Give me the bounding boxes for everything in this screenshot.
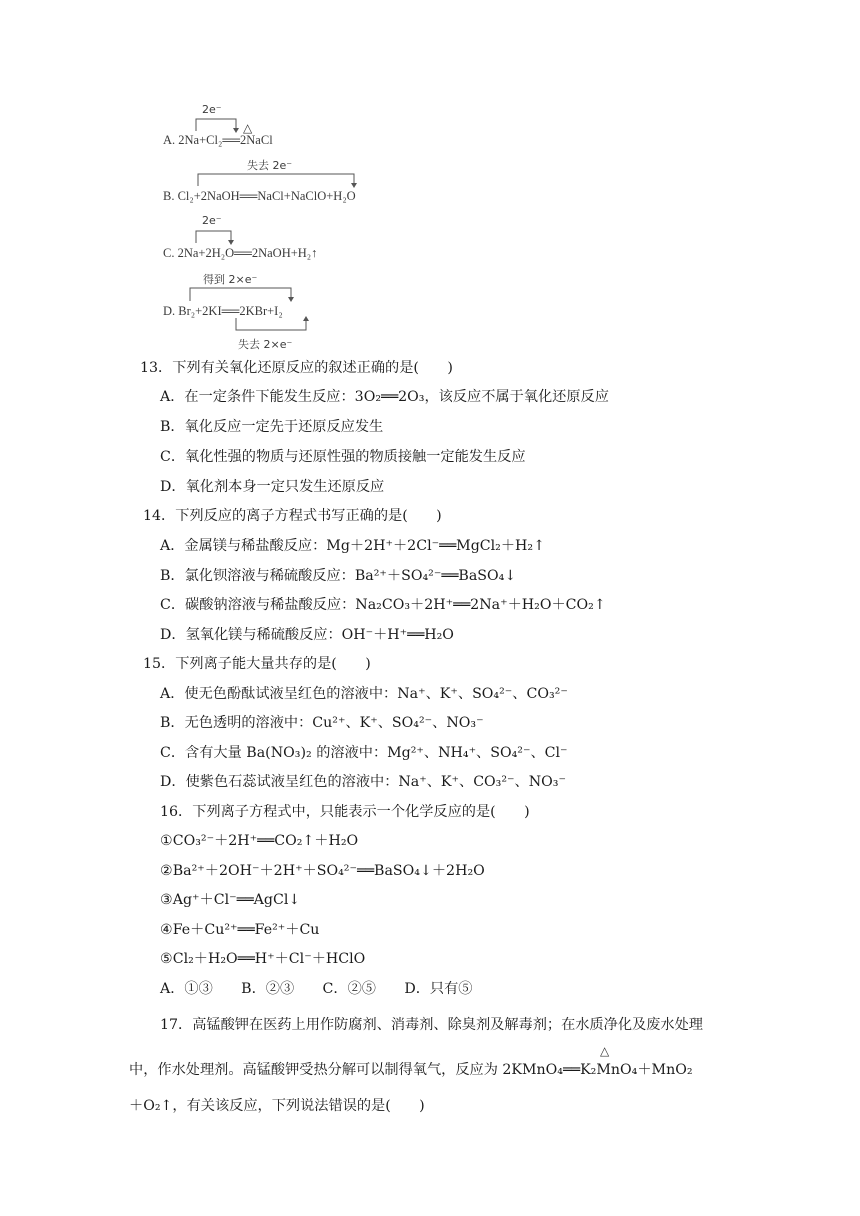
equation-item: ④Fe＋Cu²⁺══Fe²⁺＋Cu: [160, 922, 320, 938]
options-line: A．①③ B．②③ C．②⑤ D．只有⑤: [160, 981, 473, 997]
diagram-a-delta: △: [243, 121, 253, 135]
question-text-line: ＋O₂↑，有关该反应，下列说法错误的是( ): [129, 1098, 425, 1114]
question-text-line: 中，作水处理剂。高锰酸钾受热分解可以制得氧气，反应为 2KMnO₄══K₂MnO₄＋MnO₂: [129, 1062, 693, 1078]
option-b: B．氧化反应一定先于还原反应发生: [160, 419, 384, 435]
equation-item: ①CO₃²⁻＋2H⁺══CO₂↑＋H₂O: [160, 833, 359, 849]
option-b: B．无色透明的溶液中：Cu²⁺、K⁺、SO₄²⁻、NO₃⁻: [160, 715, 484, 731]
option-c: C．氧化性强的物质与还原性强的物质接触一定能发生反应: [160, 449, 526, 465]
diagram-d-annotation-top: 得到 2×e⁻: [203, 273, 258, 286]
option-a: A．使无色酚酞试液呈红色的溶液中：Na⁺、K⁺、SO₄²⁻、CO₃²⁻: [160, 686, 568, 702]
question-stem: 16．下列离子方程式中，只能表示一个化学反应的是( ): [160, 804, 530, 820]
option-d: D．使紫色石蕊试液呈红色的溶液中：Na⁺、K⁺、CO₃²⁻、NO₃⁻: [160, 774, 566, 790]
diagram-d-annotation-bottom: 失去 2×e⁻: [238, 338, 293, 351]
option-a: A．金属镁与稀盐酸反应：Mg＋2H⁺＋2Cl⁻══MgCl₂＋H₂↑: [160, 538, 545, 554]
heating-delta: △: [600, 1044, 610, 1058]
diagram-a-equation: A. 2Na+Cl₂══2NaCl: [163, 133, 273, 147]
diagram-c-annotation: 2e⁻: [202, 214, 222, 227]
option-b: B．氯化钡溶液与稀硫酸反应：Ba²⁺＋SO₄²⁻══BaSO₄↓: [160, 568, 517, 584]
question-stem: 13．下列有关氧化还原反应的叙述正确的是( ): [140, 360, 453, 376]
diagram-d-equation: D. Br₂+2KI══2KBr+I₂: [163, 304, 283, 318]
equation-item: ②Ba²⁺＋2OH⁻＋2H⁺＋SO₄²⁻══BaSO₄↓＋2H₂O: [160, 863, 485, 879]
bridge-lines: [0, 0, 860, 360]
diagram-b-annotation: 失去 2e⁻: [247, 159, 293, 172]
diagram-c-equation: C. 2Na+2H₂O══2NaOH+H₂↑: [163, 246, 318, 260]
question-stem: 14．下列反应的离子方程式书写正确的是( ): [143, 508, 442, 524]
option-c: C．碳酸钠溶液与稀盐酸反应：Na₂CO₃＋2H⁺══2Na⁺＋H₂O＋CO₂↑: [160, 597, 606, 613]
equation-item: ③Ag⁺＋Cl⁻══AgCl↓: [160, 892, 301, 908]
option-c: C．含有大量 Ba(NO₃)₂ 的溶液中：Mg²⁺、NH₄⁺、SO₄²⁻、Cl⁻: [160, 745, 568, 761]
equation-item: ⑤Cl₂＋H₂O══H⁺＋Cl⁻＋HClO: [160, 951, 366, 967]
question-stem: 15．下列离子能大量共存的是( ): [143, 656, 371, 672]
option-d: D．氢氧化镁与稀硫酸反应：OH⁻＋H⁺══H₂O: [160, 627, 454, 643]
question-text-line: 17．高锰酸钾在医药上用作防腐剂、消毒剂、除臭剂及解毒剂；在水质净化及废水处理: [160, 1017, 703, 1033]
option-a: A．在一定条件下能发生反应：3O₂══2O₃，该反应不属于氧化还原反应: [160, 389, 609, 405]
diagram-b-equation: B. Cl₂+2NaOH══NaCl+NaClO+H₂O: [163, 189, 356, 203]
diagram-a-annotation: 2e⁻: [202, 103, 222, 116]
option-d: D．氧化剂本身一定只发生还原反应: [160, 479, 385, 495]
